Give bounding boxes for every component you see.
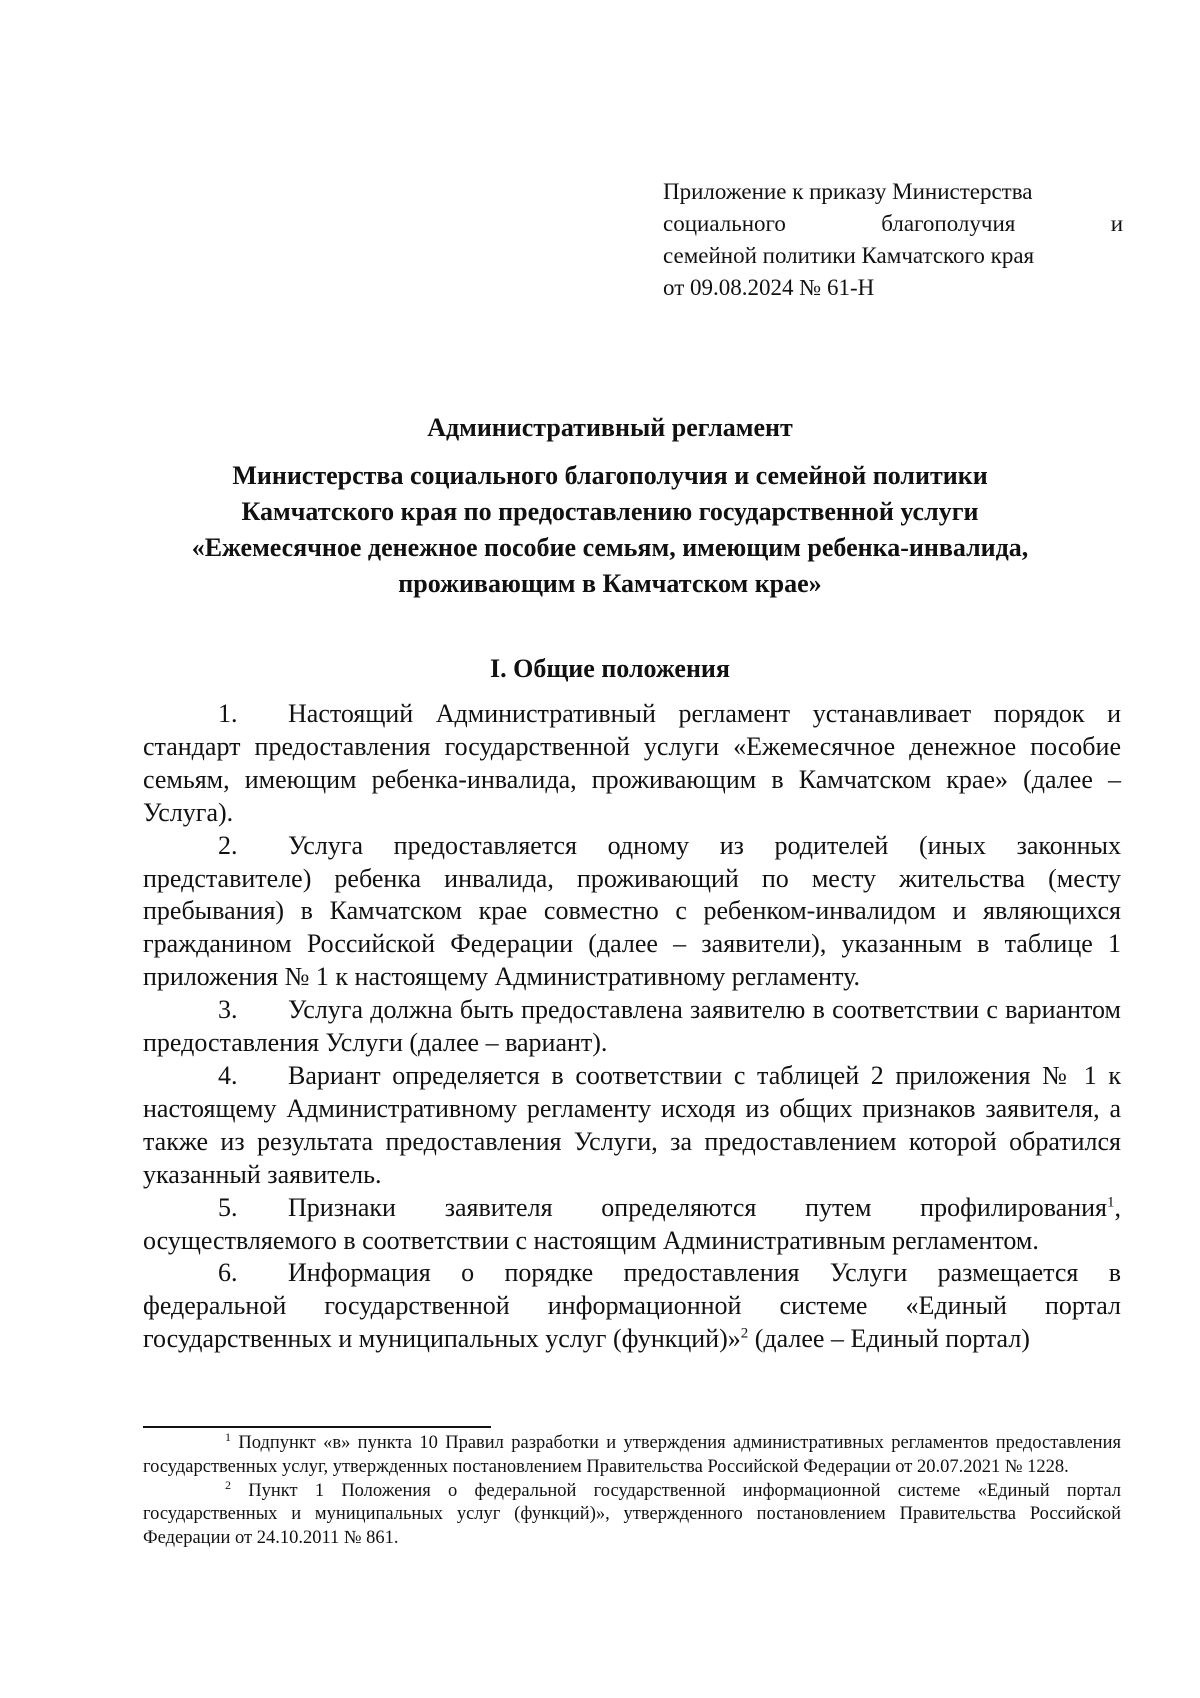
header-line-3: семейной политики Камчатского края	[663, 243, 1035, 268]
section-title: I. Общие положения	[490, 654, 730, 683]
footnote-text: Пункт 1 Положения о федеральной государственной информационной системе «Единый портал государственных и муниципальных услуг (функций)», утвержденного постановлением Правительства Российской Федерации от 24.10.2011 № 861.	[143, 1480, 1121, 1549]
paragraph-3	[143, 994, 1121, 1060]
footnote-marker: 1	[225, 1429, 231, 1444]
header-date-row	[663, 272, 1123, 304]
subtitle-line: Министерства социального благополучия и семейной политики	[232, 461, 988, 490]
paragraph-text: (далее – Единый портал)	[748, 1324, 1030, 1354]
subtitle-line: Камчатского края по предоставлению государственной услуги	[241, 497, 979, 526]
footnote-ref-1[interactable]: 1	[1107, 1193, 1115, 1210]
paragraph-text: Вариант определяется в соответствии с таблицей 2 приложения № 1 к настоящему Административному регламенту исходя из общих признаков заявителя, а также из результата предоставления Услуги, за предоставлением которой обратился указанный заявитель.	[143, 1060, 1121, 1189]
paragraph-text: , осуществляемого в соответствии с настоящим Административным регламентом.	[143, 1192, 1121, 1255]
header-word: благополучия	[881, 211, 1016, 236]
paragraph-number: 6.	[218, 1258, 238, 1288]
order-number: 61-Н	[826, 275, 875, 300]
approval-header	[663, 176, 1123, 304]
document-subtitle	[130, 458, 1090, 602]
number-sign: №	[799, 275, 822, 300]
footnote-marker: 2	[225, 1477, 231, 1492]
footnote-ref-2[interactable]: 2	[740, 1325, 749, 1342]
paragraph-text: Информация о порядке предоставления Услуги размещается в федеральной государственной информационной системе «Единый портал государственных и муниципальных услуг (функций)»	[143, 1258, 1121, 1354]
paragraph-text: Настоящий Административный регламент устанавливает порядок и стандарт предоставления государственной услуги «Ежемесячное денежное пособие семьям, имеющим ребенка-инвалида, проживающим в Камчатском крае» (далее – Услуга).	[143, 699, 1121, 827]
paragraph-1	[143, 698, 1121, 830]
paragraph-number: 4.	[218, 1060, 238, 1090]
paragraph-text: Услуга предоставляется одному из родителей (иных законных представителе) ребенка инвалида, проживающий по месту жительства (месту пребывания) в Камчатском крае совместно с ребенком-инвалидом и являющихся гражданином Российской Федерации (далее – заявители), указанным в таблице 1 приложения № 1 к настоящему Административному регламенту.	[143, 830, 1121, 992]
paragraph-number: 3.	[218, 995, 238, 1025]
paragraph-5	[143, 1192, 1121, 1258]
footnote-1	[143, 1429, 1121, 1480]
document-body	[143, 698, 1121, 1356]
order-date: 09.08.2024	[690, 275, 794, 300]
header-word: и	[1110, 211, 1123, 236]
subtitle-line: «Ежемесячное денежное пособие семьям, имеющим ребенка-инвалида,	[191, 533, 1029, 562]
paragraph-4	[143, 1060, 1121, 1192]
paragraph-text: Услуга должна быть предоставлена заявителю в соответствии с вариантом предоставления Услуги (далее – вариант).	[143, 995, 1121, 1058]
footnote-text: Подпункт «в» пункта 10 Правил разработки и утверждения административных регламентов предоставления государственных услуг, утвержденных постановлением Правительства Российской Федерации от 20.07.2021 № 1228.	[143, 1433, 1121, 1477]
from-label: от	[663, 275, 685, 300]
footnote-2	[143, 1477, 1121, 1551]
footnote-divider	[143, 1426, 491, 1428]
footnotes	[143, 1429, 1121, 1551]
paragraph-number: 5.	[218, 1192, 238, 1222]
subtitle-line: проживающим в Камчатском крае»	[398, 569, 822, 598]
paragraph-number: 1.	[218, 699, 238, 728]
header-line-2	[663, 208, 1123, 240]
header-word: социального	[663, 211, 786, 236]
paragraph-2	[143, 830, 1121, 995]
document-title: Административный регламент	[427, 413, 793, 442]
paragraph-number: 2.	[218, 830, 238, 860]
paragraph-6	[143, 1257, 1121, 1356]
header-line-1: Приложение к приказу Министерства	[663, 179, 1033, 204]
paragraph-text: Признаки заявителя определяются путем профилирования	[288, 1192, 1107, 1222]
